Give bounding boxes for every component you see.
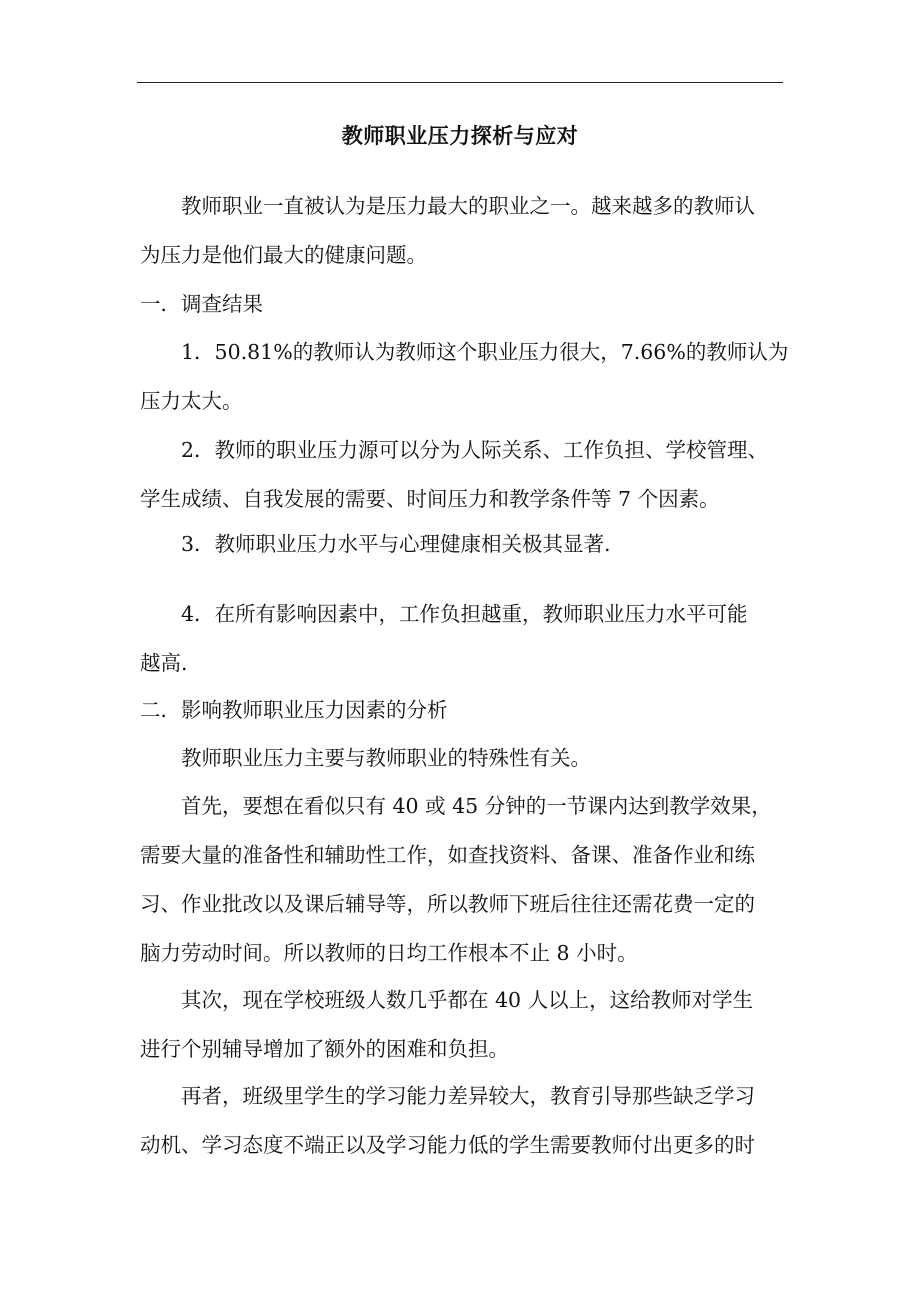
intro-line-1: 教师职业一直被认为是压力最大的职业之一。越来越多的教师认 xyxy=(181,194,755,218)
section-2-paragraph-3 xyxy=(140,976,790,1074)
document-title: 教师职业压力探析与应对 xyxy=(341,124,579,148)
s2-para-3-line-1: 其次，现在学校班级人数几乎都在 40 人以上，这给教师对学生 xyxy=(181,988,754,1012)
section-1-item-1 xyxy=(140,328,790,426)
item-2-line-1: 2．教师的职业压力源可以分为人际关系、工作负担、学校管理、 xyxy=(181,438,769,462)
intro-paragraph xyxy=(140,182,790,280)
section-1-item-4 xyxy=(140,590,790,688)
item-2-line-2: 学生成绩、自我发展的需要、时间压力和教学条件等 7 个因素。 xyxy=(140,487,720,511)
section-1-heading-text: 一．调查结果 xyxy=(140,292,263,316)
s2-para-3-line-2: 进行个别辅导增加了额外的困难和负担。 xyxy=(140,1037,509,1061)
section-1-heading xyxy=(140,280,790,329)
s2-para-4-line-1: 再者，班级里学生的学习能力差异较大，教育引导那些缺乏学习 xyxy=(181,1084,755,1108)
section-1-item-3 xyxy=(140,520,790,569)
item-4-line-1: 4．在所有影响因素中，工作负担越重，教师职业压力水平可能 xyxy=(181,602,748,626)
header-rule xyxy=(137,82,783,83)
s2-para-2-line-3: 习、作业批改以及课后辅导等，所以教师下班后往往还需花费一定的 xyxy=(140,892,755,916)
section-2-paragraph-1 xyxy=(140,734,790,783)
section-2-paragraph-4 xyxy=(140,1072,790,1170)
s2-para-2-line-4: 脑力劳动时间。所以教师的日均工作根本不止 8 小时。 xyxy=(140,941,638,965)
s2-para-1-line-1: 教师职业压力主要与教师职业的特殊性有关。 xyxy=(181,746,591,770)
section-2-paragraph-2 xyxy=(140,782,790,978)
intro-line-2: 为压力是他们最大的健康问题。 xyxy=(140,243,427,267)
section-1-item-2 xyxy=(140,426,790,524)
s2-para-4-line-2: 动机、学习态度不端正以及学习能力低的学生需要教师付出更多的时 xyxy=(140,1133,755,1157)
item-3-line-1: 3．教师职业压力水平与心理健康相关极其显著. xyxy=(181,532,611,556)
item-1-line-1: 1．50.81%的教师认为教师这个职业压力很大，7.66%的教师认为 xyxy=(181,340,789,364)
item-1-line-2: 压力太大。 xyxy=(140,389,243,413)
s2-para-2-line-1: 首先，要想在看似只有 40 或 45 分钟的一节课内达到教学效果， xyxy=(181,794,772,818)
s2-para-2-line-2: 需要大量的准备性和辅助性工作，如查找资料、备课、准备作业和练 xyxy=(140,843,755,867)
section-2-heading xyxy=(140,686,790,735)
item-4-line-2: 越高. xyxy=(140,651,188,675)
section-2-heading-text: 二．影响教师职业压力因素的分析 xyxy=(140,698,448,722)
